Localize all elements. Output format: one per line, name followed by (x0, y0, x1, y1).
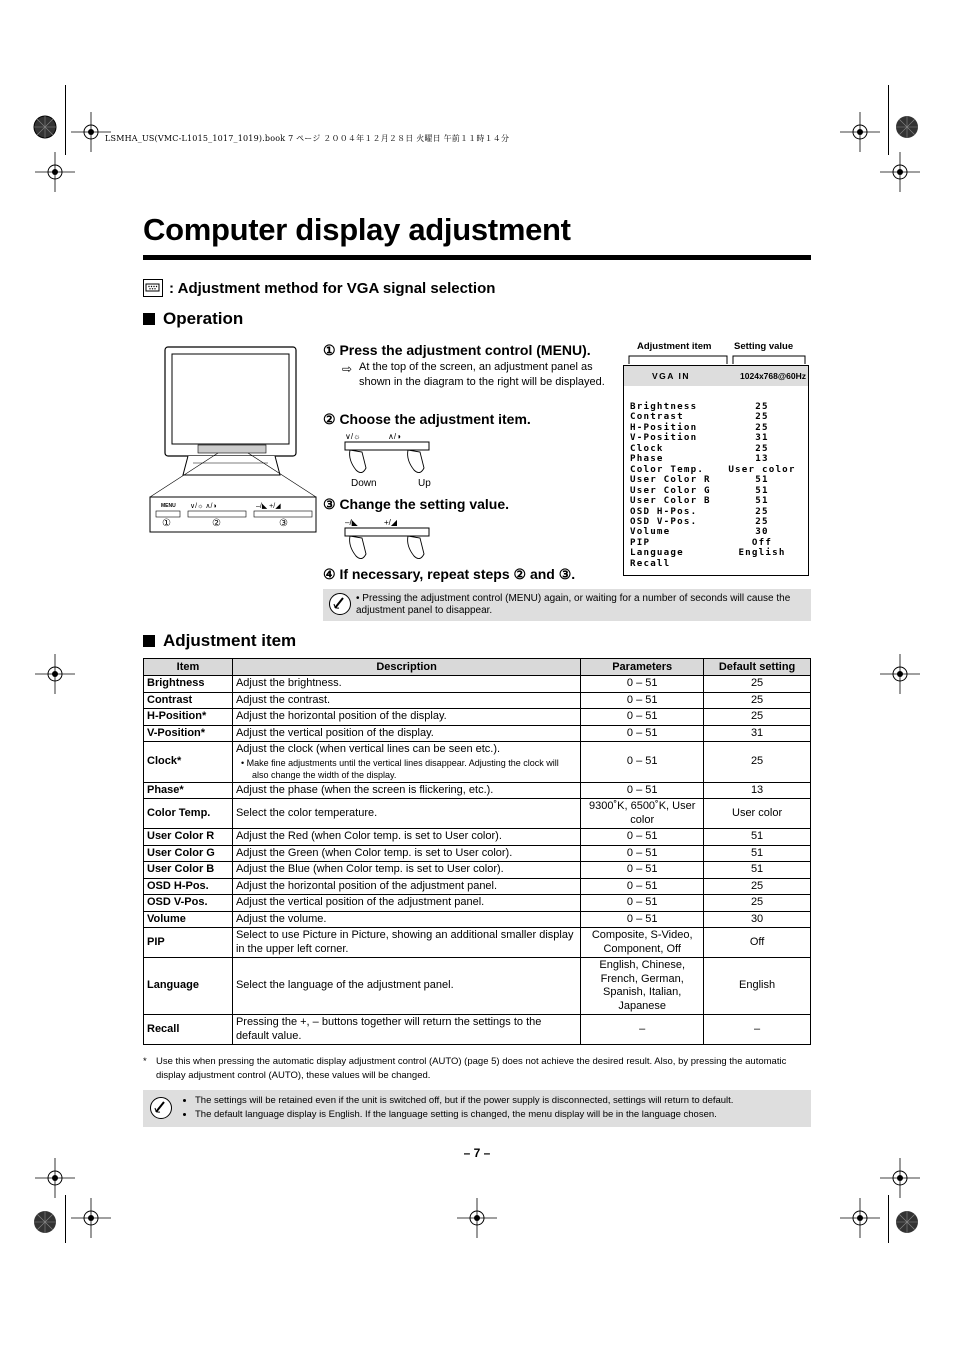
table-row (144, 878, 811, 895)
setting-button-label: –/◣ +/◢ (256, 503, 281, 510)
default-cell: 51 (704, 829, 811, 846)
osd-item: Recall (630, 557, 671, 569)
description-cell (232, 742, 580, 783)
step-2-up-key: ∧/◑ (388, 432, 401, 441)
vga-connector-icon (143, 279, 163, 297)
osd-input: VGA IN (652, 371, 690, 381)
table-row (144, 709, 811, 726)
osd-resolution: 1024x768@60Hz (740, 371, 806, 381)
crop-line (888, 85, 889, 155)
parameters-cell: 0 – 51 (581, 782, 704, 799)
monitor-illustration (148, 345, 318, 540)
registration-mark-icon (25, 107, 65, 147)
osd-input-bar (624, 366, 808, 386)
note-pen-icon (329, 593, 351, 615)
osd-item-list (630, 402, 711, 569)
osd-value: 25 (755, 442, 769, 454)
parameters-cell: 0 – 51 (581, 911, 704, 928)
page-title: Computer display adjustment (143, 212, 571, 247)
crop-line (888, 1195, 889, 1243)
registration-mark-icon (840, 112, 880, 152)
osd-item: Language (630, 547, 684, 559)
step-2: ② Choose the adjustment item. (323, 411, 531, 427)
osd-item: Brightness (630, 401, 698, 412)
note-pen-icon (150, 1097, 172, 1119)
osd-value: 25 (755, 401, 769, 412)
step-1-note: At the top of the screen, an adjustment panel as shown in the diagram to the right will be displayed. (359, 361, 605, 388)
default-cell: Off (704, 928, 811, 958)
item-cell: Clock* (144, 742, 233, 783)
osd-value: 51 (755, 484, 769, 496)
default-cell: User color (704, 799, 811, 829)
table-row (144, 829, 811, 846)
osd-value: 25 (755, 515, 769, 527)
osd-item: Clock (630, 442, 664, 454)
parameters-cell: 0 – 51 (581, 725, 704, 742)
table-row (144, 911, 811, 928)
osd-value: User color (728, 463, 796, 475)
step-3-minus-key: –/◣ (345, 518, 358, 527)
osd-item: User Color R (630, 474, 711, 486)
description-cell: Adjust the volume. (232, 911, 580, 928)
osd-item: Contrast (630, 411, 684, 423)
default-cell: 51 (704, 862, 811, 879)
adjustment-table (143, 658, 811, 1045)
parameters-cell: 0 – 51 (581, 709, 704, 726)
item-cell: User Color R (144, 829, 233, 846)
operation-heading: Operation (143, 309, 243, 329)
description-cell: Adjust the horizontal position of the adjustment panel. (232, 878, 580, 895)
registration-mark-icon (35, 654, 75, 694)
osd-value: 25 (755, 421, 769, 433)
square-bullet-icon (143, 635, 155, 647)
item-cell: OSD H-Pos. (144, 878, 233, 895)
description-cell: Adjust the vertical position of the display. (232, 725, 580, 742)
settings-note (143, 1090, 811, 1127)
table-row (144, 1015, 811, 1045)
default-cell: 51 (704, 845, 811, 862)
table-row (144, 676, 811, 693)
item-cell: Color Temp. (144, 799, 233, 829)
item-cell: H-Position* (144, 709, 233, 726)
step-3: ③ Change the setting value. (323, 496, 510, 512)
description-subnote: • Make fine adjustments until the vertical lines disappear. Adjusting the clock will also change the width of the display. (240, 757, 559, 780)
osd-item: PIP (630, 536, 651, 548)
osd-value: 25 (755, 505, 769, 517)
menu-button-label: MENU (161, 503, 176, 509)
table-row (144, 692, 811, 709)
table-row (144, 862, 811, 879)
osd-item: Volume (630, 526, 671, 538)
description-cell: Select the color temperature. (232, 799, 580, 829)
item-cell: Volume (144, 911, 233, 928)
step-3-plus-key: +/◢ (384, 518, 398, 527)
osd-value: 13 (755, 453, 769, 465)
item-cell: Language (144, 958, 233, 1015)
item-cell: PIP (144, 928, 233, 958)
osd-label-item: Adjustment item (637, 341, 712, 352)
item-cell: User Color B (144, 862, 233, 879)
item-cell: Recall (144, 1015, 233, 1045)
header-item: Item (144, 659, 233, 676)
parameters-cell: – (581, 1015, 704, 1045)
registration-mark-icon (25, 1202, 65, 1242)
arrow-right-icon: ⇨ (342, 362, 353, 376)
up-label: Up (418, 478, 431, 489)
settings-note-list (181, 1094, 733, 1122)
table-row (144, 845, 811, 862)
header-description: Description (232, 659, 580, 676)
item-cell: Brightness (144, 676, 233, 693)
parameters-cell: 0 – 51 (581, 829, 704, 846)
osd-value: 31 (755, 432, 769, 444)
description-cell: Adjust the brightness. (232, 676, 580, 693)
table-header-row (144, 659, 811, 676)
table-row (144, 782, 811, 799)
registration-mark-icon (457, 1198, 497, 1238)
header-parameters: Parameters (581, 659, 704, 676)
osd-value: Off (751, 536, 773, 548)
table-row (144, 742, 811, 783)
default-cell: 25 (704, 878, 811, 895)
parameters-cell: English, Chinese, French, German, Spanish, Italian, Japanese (581, 958, 704, 1015)
step-4: ④ If necessary, repeat steps ② and ③. (323, 566, 576, 582)
settings-note-item: • The default language display is English. If the language setting is changed, the menu display will be in the language chosen. (195, 1108, 733, 1122)
osd-item: Phase (630, 453, 664, 465)
description-cell: Adjust the vertical position of the adjustment panel. (232, 895, 580, 912)
osd-value: 51 (755, 495, 769, 507)
description-cell: Adjust the Green (when Color temp. is set to User color). (232, 845, 580, 862)
description-text: Adjust the clock (when vertical lines can be seen etc.). (235, 743, 501, 755)
registration-mark-icon (71, 1198, 111, 1238)
registration-mark-icon (887, 1202, 927, 1242)
parameters-cell: 9300˚K, 6500˚K, User color (581, 799, 704, 829)
description-cell: Adjust the Red (when Color temp. is set to User color). (232, 829, 580, 846)
step-1: ① Press the adjustment control (MENU). (323, 342, 591, 358)
default-cell: 25 (704, 709, 811, 726)
title-rule (143, 255, 811, 260)
page-number: – 7 – (463, 1146, 491, 1160)
item-cell: Contrast (144, 692, 233, 709)
step-2-down-key: ∨/☼ (345, 432, 361, 441)
table-row (144, 895, 811, 912)
osd-value: 25 (755, 411, 769, 423)
table-row (144, 928, 811, 958)
table-row (144, 725, 811, 742)
parameters-cell: 0 – 51 (581, 676, 704, 693)
crop-line (65, 85, 66, 155)
parameters-cell: 0 – 51 (581, 742, 704, 783)
osd-panel (623, 365, 809, 576)
table-row (144, 958, 811, 1015)
square-bullet-icon (143, 313, 155, 325)
footnote-text: Use this when pressing the automatic display adjustment control (AUTO) (page 5) does not achieve the desired result. Also, by pressing the automatic display adjustment control (AUTO), these values will be changed. (156, 1056, 787, 1081)
item-cell: OSD V-Pos. (144, 895, 233, 912)
settings-note-item: • The settings will be retained even if the unit is switched off, but if the power supply is disconnected, settings will return to default. (195, 1094, 733, 1108)
osd-value: 30 (755, 526, 769, 538)
default-cell: – (704, 1015, 811, 1045)
osd-item: Color Temp. (630, 463, 705, 475)
default-cell: 30 (704, 911, 811, 928)
registration-mark-icon (35, 152, 75, 192)
print-header: LSMHA_US(VMC-L1015_1017_1019).book 7 ページ ２００４年１２月２８日 火曜日 午前１１時１４分 (105, 134, 510, 143)
table-row (144, 799, 811, 829)
osd-value: English (738, 547, 786, 559)
vga-note-text: : Adjustment method for VGA signal selection (169, 279, 496, 297)
adjust-button-label: ∨/☼ ∧/◑ (190, 503, 217, 510)
registration-mark-icon (35, 1158, 75, 1198)
description-cell: Select to use Picture in Picture, showing an additional smaller display in the upper left corner. (232, 928, 580, 958)
default-cell: 25 (704, 692, 811, 709)
default-cell: 31 (704, 725, 811, 742)
osd-item: User Color G (630, 484, 711, 496)
parameters-cell: 0 – 51 (581, 862, 704, 879)
description-cell: Pressing the +, – buttons together will return the settings to the default value. (232, 1015, 580, 1045)
description-cell: Adjust the contrast. (232, 692, 580, 709)
registration-mark-icon (880, 654, 920, 694)
parameters-cell: 0 – 51 (581, 692, 704, 709)
description-cell: Select the language of the adjustment panel. (232, 958, 580, 1015)
parameters-cell: 0 – 51 (581, 845, 704, 862)
osd-value (722, 559, 802, 569)
item-cell: User Color G (144, 845, 233, 862)
down-label: Down (351, 478, 377, 489)
parameters-cell: Composite, S-Video, Component, Off (581, 928, 704, 958)
operation-note (323, 589, 811, 621)
osd-item: User Color B (630, 495, 711, 507)
item-cell: V-Position* (144, 725, 233, 742)
parameters-cell: 0 – 51 (581, 895, 704, 912)
footnote-mark: * (143, 1056, 147, 1067)
registration-mark-icon (71, 112, 111, 152)
registration-mark-icon (840, 1198, 880, 1238)
default-cell: 25 (704, 742, 811, 783)
default-cell: 25 (704, 895, 811, 912)
description-cell: Adjust the phase (when the screen is flickering, etc.). (232, 782, 580, 799)
registration-mark-icon (880, 1158, 920, 1198)
description-subnote-text: Make fine adjustments until the vertical lines disappear. Adjusting the clock will also change the width of the display. (246, 757, 559, 780)
label-3: ③ (279, 518, 288, 529)
label-2: ② (212, 518, 221, 529)
operation-note-text: • Pressing the adjustment control (MENU) again, or waiting for a number of seconds will cause the adjustment panel to disappear. (356, 593, 791, 616)
adjustment-heading: Adjustment item (143, 631, 296, 651)
osd-bracket-lines (623, 350, 809, 366)
vga-note (143, 279, 495, 297)
registration-mark-icon (887, 107, 927, 147)
header-default: Default setting (704, 659, 811, 676)
item-cell: Phase* (144, 782, 233, 799)
osd-item: OSD V-Pos. (630, 515, 698, 527)
registration-mark-icon (880, 152, 920, 192)
osd-item: OSD H-Pos. (630, 505, 698, 517)
default-cell: 13 (704, 782, 811, 799)
default-cell: English (704, 958, 811, 1015)
osd-label-value: Setting value (734, 341, 794, 352)
default-cell: 25 (704, 676, 811, 693)
osd-value-list (722, 402, 802, 569)
description-cell: Adjust the Blue (when Color temp. is set to User color). (232, 862, 580, 879)
parameters-cell: 0 – 51 (581, 878, 704, 895)
osd-value: 51 (755, 474, 769, 486)
footnote (143, 1055, 811, 1083)
description-cell: Adjust the horizontal position of the display. (232, 709, 580, 726)
osd-item: H-Position (630, 421, 698, 433)
crop-line (65, 1195, 66, 1243)
osd-item: V-Position (630, 432, 698, 444)
label-1: ① (162, 518, 171, 529)
